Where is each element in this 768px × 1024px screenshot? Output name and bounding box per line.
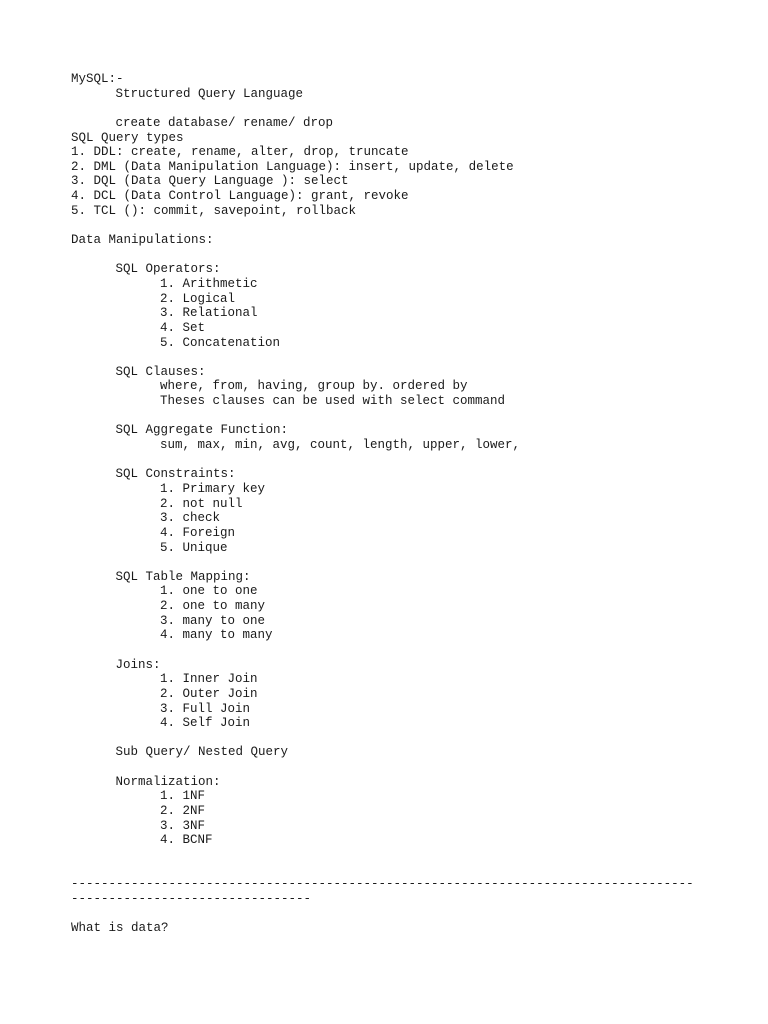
- blank-line: [71, 760, 751, 775]
- blank-line: [71, 907, 751, 922]
- query-type-item: 1. DDL: create, rename, alter, drop, truncate: [71, 145, 409, 160]
- query-type-item: 3. DQL (Data Query Language ): select: [71, 174, 349, 189]
- join-item: 2. Outer Join: [160, 686, 258, 701]
- blank-line: [71, 731, 751, 746]
- join-item: 4. Self Join: [160, 716, 251, 731]
- operator-item: 3. Relational: [160, 306, 258, 321]
- operator-item: 5. Concatenation: [160, 335, 281, 350]
- operator-item: 4. Set: [160, 320, 206, 335]
- aggregate-title: SQL Aggregate Function:: [115, 423, 289, 438]
- join-item: 3. Full Join: [160, 701, 251, 716]
- mapping-item: 2. one to many: [160, 599, 266, 614]
- normalization-item: 4. BCNF: [160, 833, 213, 848]
- normalization-item: 1. 1NF: [160, 789, 206, 804]
- constraint-item: 1. Primary key: [160, 481, 266, 496]
- constraint-item: 2. not null: [160, 496, 243, 511]
- clauses-line: where, from, having, group by. ordered by: [160, 379, 468, 394]
- normalization-title: Normalization:: [115, 774, 221, 789]
- query-types-title: SQL Query types: [71, 130, 184, 145]
- join-item: 1. Inner Join: [160, 672, 258, 687]
- clauses-title: SQL Clauses:: [115, 364, 206, 379]
- separator-line: --------------------------------: [71, 891, 312, 906]
- doc-heading: MySQL:-: [71, 72, 124, 86]
- query-type-item: 2. DML (Data Manipulation Language): insert, update, delete: [71, 159, 514, 174]
- constraint-item: 5. Unique: [160, 540, 228, 555]
- separator-line: -----------------------------------------------------------------------------------: [71, 877, 694, 892]
- blank-line: [71, 101, 751, 116]
- blank-line: [71, 218, 751, 233]
- doc-subtitle: Structured Query Language: [115, 86, 304, 101]
- blank-line: [71, 848, 751, 863]
- constraints-title: SQL Constraints:: [115, 467, 236, 482]
- data-manipulations-heading: Data Manipulations:: [71, 233, 214, 248]
- mapping-title: SQL Table Mapping:: [115, 569, 251, 584]
- constraint-item: 3. check: [160, 511, 221, 526]
- joins-title: Joins:: [115, 657, 161, 672]
- question-line: What is data?: [71, 921, 169, 936]
- blank-line: [71, 350, 751, 365]
- mapping-item: 4. many to many: [160, 628, 273, 643]
- document-page: [71, 72, 751, 936]
- blank-line: [71, 643, 751, 658]
- operator-item: 1. Arithmetic: [160, 276, 258, 291]
- mapping-item: 1. one to one: [160, 584, 258, 599]
- normalization-item: 3. 3NF: [160, 818, 206, 833]
- operators-title: SQL Operators:: [115, 262, 221, 277]
- blank-line: [71, 248, 751, 263]
- operator-item: 2. Logical: [160, 291, 236, 306]
- query-type-item: 4. DCL (Data Control Language): grant, revoke: [71, 189, 409, 204]
- blank-line: [71, 863, 751, 878]
- blank-line: [71, 555, 751, 570]
- query-type-item: 5. TCL (): commit, savepoint, rollback: [71, 203, 357, 218]
- subquery-line: Sub Query/ Nested Query: [115, 745, 289, 760]
- constraint-item: 4. Foreign: [160, 525, 236, 540]
- blank-line: [71, 409, 751, 424]
- clauses-line: Theses clauses can be used with select command: [160, 394, 506, 409]
- blank-line: [71, 453, 751, 468]
- normalization-item: 2. 2NF: [160, 804, 206, 819]
- db-commands-line: create database/ rename/ drop: [115, 115, 334, 130]
- aggregate-line: sum, max, min, avg, count, length, upper, lower,: [160, 438, 521, 453]
- mapping-item: 3. many to one: [160, 613, 266, 628]
